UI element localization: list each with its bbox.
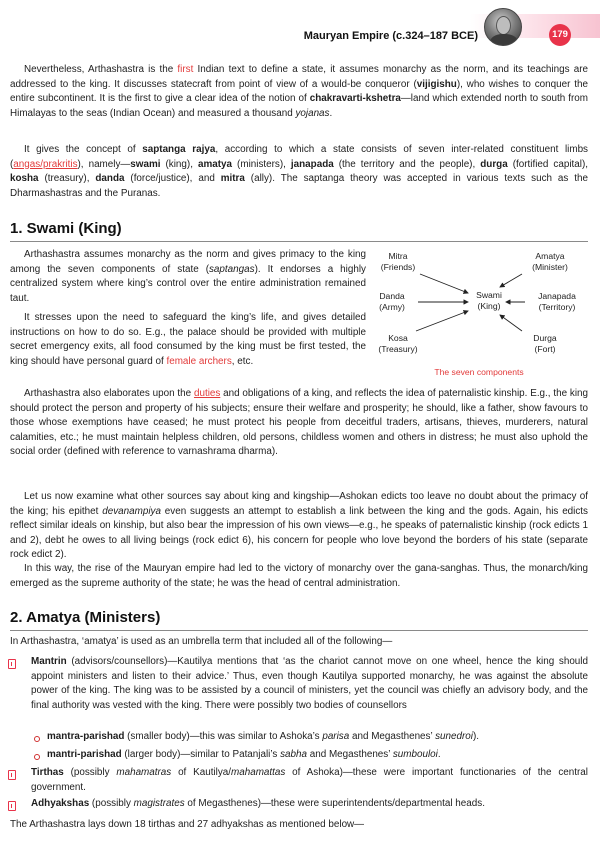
section-heading-amatya: 2. Amatya (Ministers) bbox=[10, 609, 161, 626]
sub-bullet-icon bbox=[34, 736, 40, 742]
node-mitra: Mitra (Friends) bbox=[380, 251, 416, 272]
node-swami: Swami (King) bbox=[476, 290, 502, 311]
list-item-mantra-parishad: mantra-parishad (smaller body)—this was similar to Ashoka’s parisa and Megasthenes’ sunedroi). bbox=[47, 731, 479, 742]
list-item-mantrin: Mantrin (advisors/counsellors)—Kautilya mentions that ‘as the chariot cannot move on one wheel, hence the king should appoint ministers and listen to their advice.’ Thus, even though Kautilya supported monarchy, he was against the absolute power of the king. The king was to be assisted by a council of ministers, yet the council was chiefly an advisory body, and the final authority was vested with the king. There were possibly two bodies of counsellors bbox=[31, 656, 588, 711]
running-title: Mauryan Empire (c.324–187 BCE) bbox=[303, 30, 478, 42]
node-kosa: Kosa (Treasury) bbox=[378, 333, 418, 354]
node-danda: Danda (Army) bbox=[379, 291, 405, 312]
section-heading-swami: 1. Swami (King) bbox=[10, 220, 122, 237]
swami-paragraph-2: It stresses upon the need to safeguard the king’s life, and gives detailed instructions on how to do so. E.g., the palace should be provided with multiple secret emergency exits, all food consumed by the king must be first tested, the king should have personal guard of female archers, etc. bbox=[10, 312, 366, 367]
node-amatya: Amatya (Minister) bbox=[532, 251, 568, 272]
bullet-icon bbox=[8, 770, 16, 780]
node-durga: Durga (Fort) bbox=[533, 333, 557, 354]
seven-components-diagram bbox=[370, 249, 588, 379]
arrow-amatya bbox=[500, 274, 522, 287]
intro-paragraph-1: Nevertheless, Arthashastra is the first Indian text to define a state, it assumes monarchy as the norm, and its teachings are addressed to the king. It discusses statecraft from point of view of a would-be conqueror (vijigishu), who wishes to conquer the entire subcontinent. It is the first to give a clear idea of the notion of chakravarti-kshetra—land which extended north to south from Himalayas to the seas (Indian Ocean) and measured a thousand yojanas. bbox=[10, 64, 589, 119]
node-janapada: Janapada (Territory) bbox=[538, 291, 576, 312]
amatya-intro: In Arthashastra, ‘amatya’ is used as an umbrella term that included all of the following— bbox=[10, 636, 393, 647]
section-divider bbox=[10, 630, 588, 631]
list-item-adhyakshas: Adhyakshas (possibly magistrates of Megasthenes)—these were superintendents/departmental heads. bbox=[31, 798, 485, 809]
swami-paragraph-3: Arthashastra also elaborates upon the duties and obligations of a king, and reflects the idea of paternalistic kinship. E.g., the king should protect the person and property of his subjects; ensure their welfare and prosperity; he should, like a father, show favours to those whose exemptions have ceased; he must protect his people from deceitful traders, artisans, thieves, murderers, natural calamities, etc.; he must maintain helpless children, old persons, childless women and others in distress; he must also uphold the social order (defined with reference to varnashrama dharma). bbox=[10, 388, 588, 458]
sub-bullet-icon bbox=[34, 754, 40, 760]
bullet-icon bbox=[8, 659, 16, 669]
list-item-mantri-parishad: mantri-parishad (larger body)—similar to Patanjali’s sabha and Megasthenes’ sumbouloi. bbox=[47, 749, 441, 760]
bullet-icon bbox=[8, 801, 16, 811]
arrow-kosa bbox=[416, 311, 468, 331]
swami-paragraph-4: Let us now examine what other sources say about king and kingship—Ashokan edicts too leave no doubt about the primacy of the king; his epithet devanampiya even suggests an attempt to establish a link between the king and the gods. Again, his edicts reflect similar ideals on kinship, but also bear the impression of his own views—e.g., he speaks of paternalistic kinship (rock edicts 1 and 2), debt he owes to all living beings (rock edict 6), his concern for people who love beyond the borders of his state (separate rock edict 2). bbox=[10, 491, 588, 561]
arrow-durga bbox=[500, 315, 522, 331]
amatya-closing: The Arthashastra lays down 18 tirthas and 27 adhyakshas as mentioned below— bbox=[10, 819, 365, 830]
page-header bbox=[0, 0, 600, 52]
list-item-tirthas: Tirthas (possibly mahamatras of Kautilya/mahamattas of Ashoka)—these were important functionaries of the central government. bbox=[31, 767, 588, 793]
swami-paragraph-5: In this way, the rise of the Mauryan empire had led to the victory of monarchy over the gana-sanghas. Thus, the monarch/king emerged as the supreme authority of the state; he was the head of central administration. bbox=[10, 563, 588, 589]
page-number: 179 bbox=[549, 24, 571, 46]
arrow-mitra bbox=[420, 274, 468, 293]
portrait-icon bbox=[484, 8, 522, 46]
section-divider bbox=[10, 241, 588, 242]
swami-paragraph-1: Arthashastra assumes monarchy as the norm and gives primacy to the king among the seven components of state (saptangas). It endorses a highly centralized system where king’s control over the entire administration remained taut. bbox=[10, 249, 366, 304]
intro-paragraph-2: It gives the concept of saptanga rajya, according to which a state consists of seven inter-related constituent limbs (angas/prakritis), namely—swami (king), amatya (ministers), janapada (the territory and the people), durga (fortified capital), kosha (treasury), danda (force/justice), and mitra (ally). The saptanga theory was accepted in various texts such as the Dharmashastras and the Puranas. bbox=[10, 144, 589, 199]
diagram-caption: The seven components bbox=[434, 367, 524, 377]
